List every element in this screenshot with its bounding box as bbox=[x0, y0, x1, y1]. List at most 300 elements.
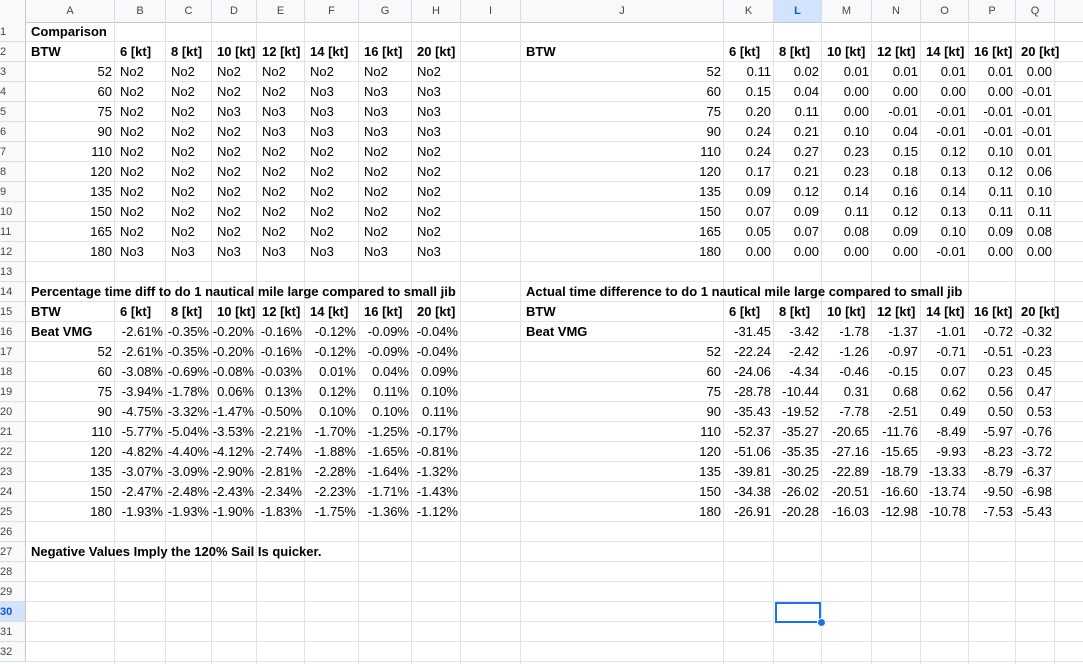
percentage-value-cell[interactable]: -0.81% bbox=[416, 444, 458, 459]
percentage-value-cell[interactable]: -0.16% bbox=[260, 344, 302, 359]
percentage-value-cell[interactable]: 0.11% bbox=[373, 384, 409, 399]
comparison-value-cell[interactable]: No3 bbox=[262, 244, 286, 259]
comparison-value-cell[interactable]: No3 bbox=[364, 104, 388, 119]
diff-value-cell[interactable]: 0.10 bbox=[940, 224, 966, 239]
percentage-btw-cell[interactable]: 52 bbox=[97, 344, 112, 359]
percentage-value-cell[interactable]: -5.04% bbox=[167, 424, 209, 439]
actual-value-cell[interactable]: -20.65 bbox=[832, 424, 869, 439]
percentage-value-cell[interactable]: -3.08% bbox=[121, 364, 163, 379]
actual-value-cell[interactable]: -24.06 bbox=[734, 364, 771, 379]
percentage-value-cell[interactable]: -1.71% bbox=[367, 484, 409, 499]
row-header-24[interactable]: 24 bbox=[0, 482, 26, 502]
actual-value-cell[interactable]: 0.45 bbox=[1026, 364, 1052, 379]
diff-value-cell[interactable]: 0.00 bbox=[892, 244, 918, 259]
actual-value-cell[interactable]: -8.49 bbox=[936, 424, 966, 439]
actual-value-cell[interactable]: -16.60 bbox=[881, 484, 918, 499]
percentage-value-cell[interactable]: -0.03% bbox=[260, 364, 302, 379]
comparison-header-cell[interactable]: 16 [kt] bbox=[364, 44, 403, 59]
actual-value-cell[interactable]: -6.37 bbox=[1022, 464, 1052, 479]
row-header-22[interactable]: 22 bbox=[0, 442, 26, 462]
comparison-value-cell[interactable]: No2 bbox=[120, 144, 144, 159]
percentage-btw-cell[interactable]: 150 bbox=[90, 484, 112, 499]
actual-value-cell[interactable]: -51.06 bbox=[734, 444, 771, 459]
percentage-btw-cell[interactable]: 90 bbox=[97, 404, 112, 419]
percentage-value-cell[interactable]: -1.12% bbox=[416, 504, 458, 519]
percentage-value-cell[interactable]: -0.69% bbox=[167, 364, 209, 379]
actual-btw-cell[interactable]: 150 bbox=[699, 484, 721, 499]
percentage-value-cell[interactable]: -1.47% bbox=[212, 404, 254, 419]
comparison-value-cell[interactable]: No3 bbox=[171, 244, 195, 259]
actual-value-cell[interactable]: 0.47 bbox=[1026, 384, 1052, 399]
diff-header-cell[interactable]: 14 [kt] bbox=[926, 44, 965, 59]
diff-value-cell[interactable]: 0.07 bbox=[745, 204, 771, 219]
row-header-23[interactable]: 23 bbox=[0, 462, 26, 482]
actual-value-cell[interactable]: -5.97 bbox=[983, 424, 1013, 439]
diff-value-cell[interactable]: 0.12 bbox=[793, 184, 819, 199]
comparison-value-cell[interactable]: No2 bbox=[171, 64, 195, 79]
percentage-value-cell[interactable]: -0.20% bbox=[212, 344, 254, 359]
actual-value-cell[interactable]: -2.51 bbox=[888, 404, 918, 419]
diff-header-cell[interactable]: BTW bbox=[526, 44, 556, 59]
percentage-value-cell[interactable]: 0.11% bbox=[422, 404, 458, 419]
percentage-beat-cell[interactable]: -2.61% bbox=[121, 324, 163, 339]
diff-value-cell[interactable]: 0.21 bbox=[793, 164, 819, 179]
comparison-header-cell[interactable]: 12 [kt] bbox=[262, 44, 301, 59]
comparison-value-cell[interactable]: No2 bbox=[217, 64, 241, 79]
comparison-value-cell[interactable]: No2 bbox=[217, 164, 241, 179]
comparison-btw-cell[interactable]: 165 bbox=[90, 224, 112, 239]
percentage-value-cell[interactable]: -1.64% bbox=[367, 464, 409, 479]
diff-value-cell[interactable]: 0.15 bbox=[892, 144, 918, 159]
actual-value-cell[interactable]: -8.79 bbox=[983, 464, 1013, 479]
percentage-value-cell[interactable]: -2.48% bbox=[167, 484, 209, 499]
comparison-title[interactable]: Comparison bbox=[31, 24, 107, 39]
comparison-value-cell[interactable]: No3 bbox=[217, 244, 241, 259]
comparison-value-cell[interactable]: No2 bbox=[120, 224, 144, 239]
comparison-value-cell[interactable]: No2 bbox=[120, 64, 144, 79]
diff-value-cell[interactable]: 0.18 bbox=[892, 164, 918, 179]
actual-value-cell[interactable]: -28.78 bbox=[734, 384, 771, 399]
actual-value-cell[interactable]: -39.81 bbox=[734, 464, 771, 479]
percentage-beat-cell[interactable]: -0.16% bbox=[260, 324, 302, 339]
row-header-20[interactable]: 20 bbox=[0, 402, 26, 422]
actual-value-cell[interactable]: 0.31 bbox=[843, 384, 869, 399]
percentage-value-cell[interactable]: -1.93% bbox=[121, 504, 163, 519]
comparison-value-cell[interactable]: No2 bbox=[171, 184, 195, 199]
comparison-btw-cell[interactable]: 75 bbox=[97, 104, 112, 119]
diff-value-cell[interactable]: 0.00 bbox=[843, 244, 869, 259]
comparison-value-cell[interactable]: No3 bbox=[310, 124, 334, 139]
actual-value-cell[interactable]: -35.43 bbox=[734, 404, 771, 419]
column-header-l[interactable]: L bbox=[774, 0, 822, 22]
diff-value-cell[interactable]: 0.14 bbox=[843, 184, 869, 199]
actual-beat-cell[interactable]: -0.32 bbox=[1022, 324, 1052, 339]
actual-value-cell[interactable]: -0.76 bbox=[1022, 424, 1052, 439]
percentage-header-cell[interactable]: BTW bbox=[31, 304, 61, 319]
comparison-value-cell[interactable]: No3 bbox=[364, 84, 388, 99]
diff-value-cell[interactable]: 0.01 bbox=[987, 64, 1013, 79]
diff-header-cell[interactable]: 12 [kt] bbox=[877, 44, 916, 59]
percentage-value-cell[interactable]: -3.07% bbox=[121, 464, 163, 479]
row-header-10[interactable]: 10 bbox=[0, 202, 26, 222]
percentage-value-cell[interactable]: -1.36% bbox=[367, 504, 409, 519]
comparison-value-cell[interactable]: No3 bbox=[262, 124, 286, 139]
actual-value-cell[interactable]: -19.52 bbox=[782, 404, 819, 419]
diff-value-cell[interactable]: 0.04 bbox=[793, 84, 819, 99]
comparison-value-cell[interactable]: No2 bbox=[262, 164, 286, 179]
diff-header-cell[interactable]: 6 [kt] bbox=[729, 44, 761, 59]
row-header-18[interactable]: 18 bbox=[0, 362, 26, 382]
comparison-value-cell[interactable]: No2 bbox=[310, 224, 334, 239]
actual-header-cell[interactable]: 16 [kt] bbox=[974, 304, 1013, 319]
comparison-value-cell[interactable]: No2 bbox=[262, 144, 286, 159]
actual-beat-cell[interactable]: -1.01 bbox=[936, 324, 966, 339]
column-header-g[interactable]: G bbox=[359, 0, 412, 22]
actual-value-cell[interactable]: -20.51 bbox=[832, 484, 869, 499]
diff-value-cell[interactable]: 0.24 bbox=[745, 144, 771, 159]
comparison-value-cell[interactable]: No2 bbox=[120, 184, 144, 199]
comparison-value-cell[interactable]: No2 bbox=[310, 164, 334, 179]
comparison-value-cell[interactable]: No2 bbox=[262, 184, 286, 199]
actual-beat-cell[interactable]: -0.72 bbox=[983, 324, 1013, 339]
comparison-value-cell[interactable]: No3 bbox=[120, 244, 144, 259]
actual-value-cell[interactable]: -27.16 bbox=[832, 444, 869, 459]
actual-header-cell[interactable]: BTW bbox=[526, 304, 556, 319]
percentage-value-cell[interactable]: -2.61% bbox=[121, 344, 163, 359]
actual-value-cell[interactable]: 0.68 bbox=[892, 384, 918, 399]
column-header-p[interactable]: P bbox=[969, 0, 1016, 22]
comparison-value-cell[interactable]: No2 bbox=[364, 144, 388, 159]
actual-header-cell[interactable]: 14 [kt] bbox=[926, 304, 965, 319]
diff-value-cell[interactable]: 0.12 bbox=[940, 144, 966, 159]
comparison-value-cell[interactable]: No2 bbox=[262, 84, 286, 99]
comparison-value-cell[interactable]: No2 bbox=[310, 184, 334, 199]
row-header-31[interactable]: 31 bbox=[0, 622, 26, 642]
diff-value-cell[interactable]: 0.27 bbox=[793, 144, 819, 159]
row-header-13[interactable]: 13 bbox=[0, 262, 26, 282]
percentage-value-cell[interactable]: -1.75% bbox=[314, 504, 356, 519]
percentage-value-cell[interactable]: -0.50% bbox=[260, 404, 302, 419]
actual-btw-cell[interactable]: 52 bbox=[706, 344, 721, 359]
comparison-value-cell[interactable]: No3 bbox=[364, 244, 388, 259]
percentage-value-cell[interactable]: -4.75% bbox=[121, 404, 163, 419]
row-header-1[interactable]: 1 bbox=[0, 22, 26, 42]
row-header-6[interactable]: 6 bbox=[0, 122, 26, 142]
comparison-value-cell[interactable]: No3 bbox=[417, 244, 441, 259]
column-header-b[interactable]: B bbox=[115, 0, 166, 22]
comparison-btw-cell[interactable]: 120 bbox=[90, 164, 112, 179]
select-all-corner[interactable] bbox=[0, 0, 26, 22]
comparison-value-cell[interactable]: No2 bbox=[364, 204, 388, 219]
diff-value-cell[interactable]: 0.05 bbox=[745, 224, 771, 239]
actual-value-cell[interactable]: 0.56 bbox=[987, 384, 1013, 399]
column-header-o[interactable]: O bbox=[921, 0, 969, 22]
comparison-value-cell[interactable]: No3 bbox=[417, 104, 441, 119]
comparison-value-cell[interactable]: No2 bbox=[217, 184, 241, 199]
percentage-value-cell[interactable]: -2.47% bbox=[121, 484, 163, 499]
actual-btw-cell[interactable]: 135 bbox=[699, 464, 721, 479]
percentage-beat-cell[interactable]: -0.35% bbox=[167, 324, 209, 339]
diff-value-cell[interactable]: -0.01 bbox=[1022, 124, 1052, 139]
comparison-value-cell[interactable]: No2 bbox=[171, 84, 195, 99]
actual-value-cell[interactable]: -10.78 bbox=[929, 504, 966, 519]
comparison-value-cell[interactable]: No3 bbox=[310, 104, 334, 119]
percentage-beat-cell[interactable]: -0.09% bbox=[367, 324, 409, 339]
percentage-value-cell[interactable]: -1.83% bbox=[260, 504, 302, 519]
column-header-f[interactable]: F bbox=[305, 0, 359, 22]
comparison-value-cell[interactable]: No3 bbox=[217, 104, 241, 119]
comparison-header-cell[interactable]: 14 [kt] bbox=[310, 44, 349, 59]
diff-value-cell[interactable]: 0.23 bbox=[843, 164, 869, 179]
diff-value-cell[interactable]: 0.01 bbox=[940, 64, 966, 79]
actual-value-cell[interactable]: -18.79 bbox=[881, 464, 918, 479]
comparison-value-cell[interactable]: No3 bbox=[417, 84, 441, 99]
actual-value-cell[interactable]: -0.15 bbox=[888, 364, 918, 379]
column-header-m[interactable]: M bbox=[822, 0, 872, 22]
diff-value-cell[interactable]: 0.14 bbox=[940, 184, 966, 199]
actual-btw-cell[interactable]: 180 bbox=[699, 504, 721, 519]
percentage-value-cell[interactable]: -2.81% bbox=[260, 464, 302, 479]
comparison-value-cell[interactable]: No2 bbox=[364, 184, 388, 199]
fill-handle[interactable] bbox=[817, 618, 826, 627]
percentage-value-cell[interactable]: -1.25% bbox=[367, 424, 409, 439]
diff-value-cell[interactable]: 0.00 bbox=[940, 84, 966, 99]
comparison-header-cell[interactable]: 10 [kt] bbox=[217, 44, 256, 59]
percentage-value-cell[interactable]: 0.04% bbox=[372, 364, 409, 379]
comparison-value-cell[interactable]: No2 bbox=[120, 164, 144, 179]
actual-value-cell[interactable]: -9.50 bbox=[983, 484, 1013, 499]
row-header-21[interactable]: 21 bbox=[0, 422, 26, 442]
percentage-header-cell[interactable]: 6 [kt] bbox=[120, 304, 152, 319]
comparison-value-cell[interactable]: No2 bbox=[171, 204, 195, 219]
comparison-btw-cell[interactable]: 150 bbox=[90, 204, 112, 219]
column-header-q[interactable]: Q bbox=[1016, 0, 1055, 22]
actual-value-cell[interactable]: 0.07 bbox=[940, 364, 966, 379]
diff-value-cell[interactable]: 0.01 bbox=[843, 64, 869, 79]
row-header-3[interactable]: 3 bbox=[0, 62, 26, 82]
diff-value-cell[interactable]: -0.01 bbox=[936, 124, 966, 139]
comparison-value-cell[interactable]: No3 bbox=[417, 124, 441, 139]
percentage-value-cell[interactable]: 0.01% bbox=[319, 364, 356, 379]
actual-beat-cell[interactable]: -31.45 bbox=[734, 324, 771, 339]
row-header-14[interactable]: 14 bbox=[0, 282, 26, 302]
diff-header-cell[interactable]: 16 [kt] bbox=[974, 44, 1013, 59]
row-header-12[interactable]: 12 bbox=[0, 242, 26, 262]
comparison-value-cell[interactable]: No2 bbox=[417, 64, 441, 79]
actual-value-cell[interactable]: -0.23 bbox=[1022, 344, 1052, 359]
diff-btw-cell[interactable]: 135 bbox=[699, 184, 721, 199]
comparison-header-cell[interactable]: BTW bbox=[31, 44, 61, 59]
comparison-btw-cell[interactable]: 180 bbox=[90, 244, 112, 259]
actual-beat-label[interactable]: Beat VMG bbox=[526, 324, 588, 339]
actual-value-cell[interactable]: -26.91 bbox=[734, 504, 771, 519]
diff-btw-cell[interactable]: 90 bbox=[706, 124, 721, 139]
percentage-beat-cell[interactable]: -0.20% bbox=[212, 324, 254, 339]
diff-value-cell[interactable]: 0.02 bbox=[793, 64, 819, 79]
row-header-27[interactable]: 27 bbox=[0, 542, 26, 562]
comparison-value-cell[interactable]: No2 bbox=[217, 144, 241, 159]
diff-value-cell[interactable]: -0.01 bbox=[1022, 104, 1052, 119]
comparison-value-cell[interactable]: No2 bbox=[120, 204, 144, 219]
actual-value-cell[interactable]: -6.98 bbox=[1022, 484, 1052, 499]
actual-value-cell[interactable]: -0.97 bbox=[888, 344, 918, 359]
actual-value-cell[interactable]: -26.02 bbox=[782, 484, 819, 499]
percentage-value-cell[interactable]: -5.77% bbox=[121, 424, 163, 439]
percentage-btw-cell[interactable]: 75 bbox=[97, 384, 112, 399]
comparison-btw-cell[interactable]: 52 bbox=[97, 64, 112, 79]
row-header-15[interactable]: 15 bbox=[0, 302, 26, 322]
actual-header-cell[interactable]: 10 [kt] bbox=[827, 304, 866, 319]
diff-value-cell[interactable]: 0.09 bbox=[892, 224, 918, 239]
diff-value-cell[interactable]: 0.10 bbox=[1026, 184, 1052, 199]
comparison-btw-cell[interactable]: 90 bbox=[97, 124, 112, 139]
percentage-value-cell[interactable]: -0.35% bbox=[167, 344, 209, 359]
percentage-btw-cell[interactable]: 180 bbox=[90, 504, 112, 519]
percentage-value-cell[interactable]: -3.32% bbox=[167, 404, 209, 419]
percentage-value-cell[interactable]: 0.06% bbox=[217, 384, 254, 399]
comparison-value-cell[interactable]: No2 bbox=[417, 184, 441, 199]
diff-value-cell[interactable]: 0.08 bbox=[1026, 224, 1052, 239]
diff-value-cell[interactable]: 0.10 bbox=[843, 124, 869, 139]
actual-value-cell[interactable]: -22.89 bbox=[832, 464, 869, 479]
percentage-value-cell[interactable]: -0.12% bbox=[314, 344, 356, 359]
actual-value-cell[interactable]: -35.27 bbox=[782, 424, 819, 439]
diff-value-cell[interactable]: 0.00 bbox=[987, 84, 1013, 99]
diff-value-cell[interactable]: 0.24 bbox=[745, 124, 771, 139]
comparison-value-cell[interactable]: No2 bbox=[262, 64, 286, 79]
comparison-header-cell[interactable]: 20 [kt] bbox=[417, 44, 456, 59]
diff-value-cell[interactable]: 0.00 bbox=[843, 104, 869, 119]
actual-value-cell[interactable]: -13.74 bbox=[929, 484, 966, 499]
diff-value-cell[interactable]: 0.01 bbox=[1026, 144, 1052, 159]
selected-cell-indicator[interactable] bbox=[775, 602, 821, 623]
row-header-30[interactable]: 30 bbox=[0, 602, 26, 622]
diff-header-cell[interactable]: 10 [kt] bbox=[827, 44, 866, 59]
percentage-value-cell[interactable]: -0.09% bbox=[367, 344, 409, 359]
comparison-value-cell[interactable]: No3 bbox=[364, 124, 388, 139]
percentage-value-cell[interactable]: 0.13% bbox=[265, 384, 302, 399]
percentage-btw-cell[interactable]: 135 bbox=[90, 464, 112, 479]
diff-value-cell[interactable]: 0.13 bbox=[940, 164, 966, 179]
actual-header-cell[interactable]: 8 [kt] bbox=[779, 304, 811, 319]
diff-value-cell[interactable]: 0.16 bbox=[892, 184, 918, 199]
row-header-9[interactable]: 9 bbox=[0, 182, 26, 202]
percentage-value-cell[interactable]: 0.09% bbox=[421, 364, 458, 379]
percentage-btw-cell[interactable]: 120 bbox=[90, 444, 112, 459]
comparison-value-cell[interactable]: No2 bbox=[120, 104, 144, 119]
actual-value-cell[interactable]: 0.23 bbox=[987, 364, 1013, 379]
diff-value-cell[interactable]: 0.12 bbox=[892, 204, 918, 219]
percentage-value-cell[interactable]: -1.90% bbox=[212, 504, 254, 519]
comparison-value-cell[interactable]: No3 bbox=[310, 244, 334, 259]
diff-value-cell[interactable]: 0.09 bbox=[793, 204, 819, 219]
diff-value-cell[interactable]: 0.13 bbox=[940, 204, 966, 219]
percentage-value-cell[interactable]: -2.28% bbox=[314, 464, 356, 479]
comparison-value-cell[interactable]: No2 bbox=[217, 124, 241, 139]
actual-btw-cell[interactable]: 75 bbox=[706, 384, 721, 399]
comparison-value-cell[interactable]: No2 bbox=[171, 144, 195, 159]
percentage-value-cell[interactable]: -1.70% bbox=[314, 424, 356, 439]
comparison-value-cell[interactable]: No2 bbox=[217, 204, 241, 219]
percentage-value-cell[interactable]: -3.53% bbox=[212, 424, 254, 439]
actual-value-cell[interactable]: -22.24 bbox=[734, 344, 771, 359]
diff-value-cell[interactable]: -0.01 bbox=[936, 104, 966, 119]
comparison-header-cell[interactable]: 6 [kt] bbox=[120, 44, 152, 59]
percentage-value-cell[interactable]: -2.23% bbox=[314, 484, 356, 499]
actual-value-cell[interactable]: 0.62 bbox=[940, 384, 966, 399]
diff-value-cell[interactable]: -0.01 bbox=[983, 104, 1013, 119]
diff-value-cell[interactable]: 0.00 bbox=[892, 84, 918, 99]
diff-value-cell[interactable]: 0.11 bbox=[1027, 204, 1052, 219]
comparison-value-cell[interactable]: No2 bbox=[417, 224, 441, 239]
comparison-value-cell[interactable]: No2 bbox=[171, 124, 195, 139]
percentage-value-cell[interactable]: 0.12% bbox=[319, 384, 356, 399]
actual-value-cell[interactable]: 0.49 bbox=[940, 404, 966, 419]
percentage-value-cell[interactable]: 0.10% bbox=[421, 384, 458, 399]
percentage-header-cell[interactable]: 14 [kt] bbox=[310, 304, 349, 319]
column-header-e[interactable]: E bbox=[257, 0, 305, 22]
row-header-16[interactable]: 16 bbox=[0, 322, 26, 342]
comparison-value-cell[interactable]: No2 bbox=[310, 64, 334, 79]
row-header-19[interactable]: 19 bbox=[0, 382, 26, 402]
actual-value-cell[interactable]: -15.65 bbox=[881, 444, 918, 459]
comparison-value-cell[interactable]: No2 bbox=[171, 164, 195, 179]
diff-btw-cell[interactable]: 60 bbox=[706, 84, 721, 99]
actual-value-cell[interactable]: -2.42 bbox=[789, 344, 819, 359]
actual-value-cell[interactable]: -5.43 bbox=[1022, 504, 1052, 519]
percentage-value-cell[interactable]: -3.09% bbox=[167, 464, 209, 479]
actual-value-cell[interactable]: -4.34 bbox=[789, 364, 819, 379]
actual-value-cell[interactable]: -9.93 bbox=[936, 444, 966, 459]
diff-value-cell[interactable]: 0.00 bbox=[793, 244, 819, 259]
diff-value-cell[interactable]: 0.07 bbox=[793, 224, 819, 239]
percentage-header-cell[interactable]: 16 [kt] bbox=[364, 304, 403, 319]
actual-value-cell[interactable]: -10.44 bbox=[782, 384, 819, 399]
diff-value-cell[interactable]: 0.08 bbox=[843, 224, 869, 239]
column-header-a[interactable]: A bbox=[26, 0, 115, 22]
diff-header-cell[interactable]: 8 [kt] bbox=[779, 44, 811, 59]
row-header-4[interactable]: 4 bbox=[0, 82, 26, 102]
percentage-value-cell[interactable]: -4.40% bbox=[167, 444, 209, 459]
percentage-value-cell[interactable]: -4.12% bbox=[212, 444, 254, 459]
actual-value-cell[interactable]: -0.51 bbox=[983, 344, 1013, 359]
diff-btw-cell[interactable]: 150 bbox=[699, 204, 721, 219]
percentage-header-cell[interactable]: 20 [kt] bbox=[417, 304, 456, 319]
diff-value-cell[interactable]: 0.06 bbox=[1026, 164, 1052, 179]
comparison-value-cell[interactable]: No2 bbox=[217, 224, 241, 239]
percentage-value-cell[interactable]: -1.78% bbox=[167, 384, 209, 399]
actual-value-cell[interactable]: -11.76 bbox=[882, 424, 918, 439]
row-header-2[interactable]: 2 bbox=[0, 42, 26, 62]
diff-value-cell[interactable]: 0.00 bbox=[1026, 244, 1052, 259]
actual-value-cell[interactable]: -52.37 bbox=[734, 424, 771, 439]
percentage-title[interactable]: Percentage time diff to do 1 nautical mile large compared to small jib bbox=[31, 284, 456, 299]
diff-value-cell[interactable]: 0.04 bbox=[892, 124, 918, 139]
comparison-value-cell[interactable]: No2 bbox=[417, 204, 441, 219]
diff-value-cell[interactable]: 0.21 bbox=[793, 124, 819, 139]
row-header-32[interactable]: 32 bbox=[0, 642, 26, 662]
diff-value-cell[interactable]: 0.00 bbox=[843, 84, 869, 99]
diff-btw-cell[interactable]: 120 bbox=[699, 164, 721, 179]
comparison-value-cell[interactable]: No2 bbox=[171, 104, 195, 119]
percentage-header-cell[interactable]: 8 [kt] bbox=[171, 304, 203, 319]
diff-value-cell[interactable]: 0.11 bbox=[844, 204, 869, 219]
percentage-value-cell[interactable]: -2.21% bbox=[260, 424, 302, 439]
percentage-value-cell[interactable]: -2.90% bbox=[212, 464, 254, 479]
diff-value-cell[interactable]: 0.09 bbox=[987, 224, 1013, 239]
diff-value-cell[interactable]: 0.12 bbox=[987, 164, 1013, 179]
percentage-value-cell[interactable]: -2.43% bbox=[212, 484, 254, 499]
